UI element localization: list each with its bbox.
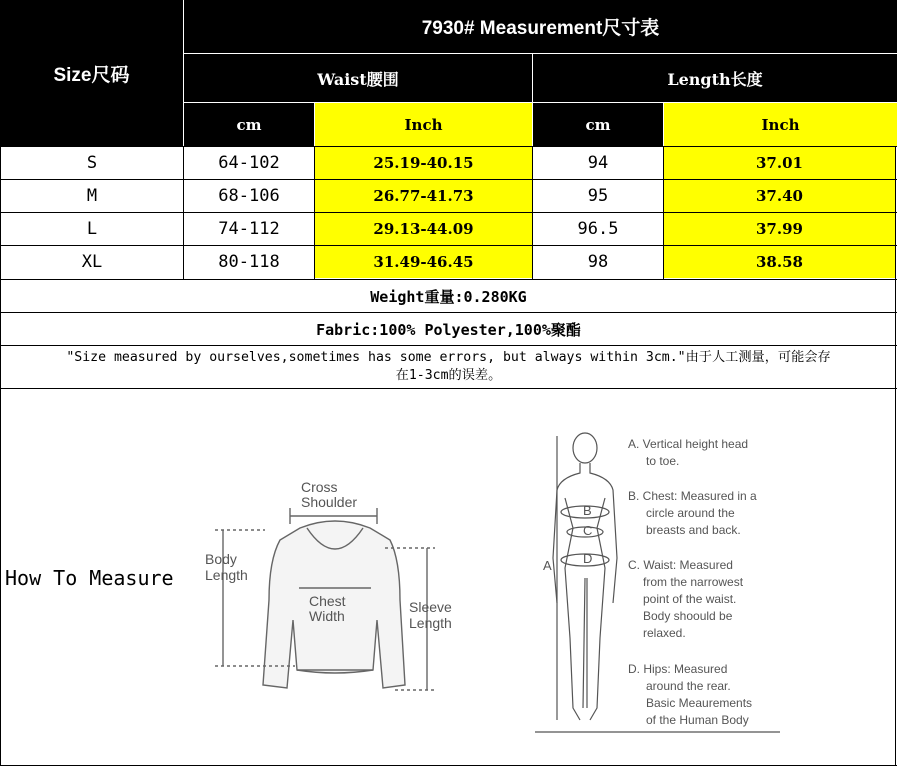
letter-c: C (583, 523, 593, 538)
body-length-label: Length (205, 567, 248, 583)
b-line-2: circle around the (646, 506, 735, 520)
b-line-3: breasts and back. (646, 523, 741, 537)
size-cell: M (86, 186, 98, 206)
c-line-3: point of the waist. (643, 592, 737, 606)
waist-inch-cell: 31.49-46.45 (315, 246, 532, 278)
a-line-2: to toe. (646, 454, 680, 468)
length-inch-cell: 37.40 (664, 180, 895, 212)
waist-cm-cell: 80-118 (218, 252, 280, 272)
length-cm-cell: 96.5 (577, 219, 619, 239)
size-cell: L (86, 219, 98, 239)
waist-cm-cell: 64-102 (218, 153, 280, 173)
waist-inch-cell: 25.19-40.15 (315, 147, 532, 179)
length-inch-cell: 37.99 (664, 213, 895, 245)
waist-header: Waist腰围 (184, 54, 532, 102)
cross-label: Cross (301, 479, 338, 495)
c-line-1: C. Waist: Measured (628, 558, 733, 572)
sweater-measure-figure (195, 470, 475, 700)
waist-inch-cell: 29.13-44.09 (315, 213, 532, 245)
waist-inch-header: Inch (315, 103, 532, 146)
waist-cm-cell: 74-112 (218, 219, 280, 239)
d-line-4: of the Human Body (646, 713, 749, 727)
table-title-text: 7930# Measurement尺寸表 (421, 18, 660, 39)
length-cm-header: cm (533, 103, 663, 146)
size-cell: XL (81, 252, 103, 272)
letter-a: A (543, 558, 552, 573)
table-title (184, 0, 897, 53)
letter-d: D (583, 551, 593, 566)
d-line-3: Basic Meaurements (646, 696, 753, 710)
sleeve-length-label: Length (409, 615, 452, 631)
length-cm-cell: 98 (587, 252, 609, 272)
d-line-2: around the rear. (646, 679, 731, 693)
weight-row: Weight重量:0.280KG (370, 287, 527, 306)
c-line-5: relaxed. (643, 626, 686, 640)
length-cm-cell: 94 (587, 153, 609, 173)
letter-b: B (583, 503, 592, 518)
length-inch-cell: 38.58 (664, 246, 895, 278)
note-line-1: "Size measured by ourselves,sometimes has some errors, but always within 3cm."由于人工测量，可能会存 (66, 350, 831, 365)
length-header: Length长度 (533, 54, 897, 102)
width-label: Width (309, 608, 345, 624)
length-inch-cell: 37.01 (664, 147, 895, 179)
length-cm-cell: 95 (587, 186, 609, 206)
length-inch-header: Inch (664, 103, 897, 146)
chest-label: Chest (309, 593, 346, 609)
note-row (0, 346, 897, 388)
body-label: Body (205, 551, 237, 567)
waist-cm-header: cm (184, 103, 314, 146)
waist-cm-cell: 68-106 (218, 186, 280, 206)
c-line-4: Body shoould be (643, 609, 733, 623)
waist-inch-cell: 26.77-41.73 (315, 180, 532, 212)
note-line-2: 在1-3cm的误差。 (395, 368, 502, 383)
sleeve-label: Sleeve (409, 599, 452, 615)
size-cell: S (86, 153, 98, 173)
b-line-1: B. Chest: Measured in a (628, 489, 757, 503)
body-measure-figure (535, 428, 785, 734)
c-line-2: from the narrowest (643, 575, 744, 589)
size-header: Size尺码 (0, 0, 183, 146)
fabric-row: Fabric:100% Polyester,100%聚酯 (316, 320, 581, 339)
how-to-measure-label: How To Measure (5, 566, 174, 590)
d-line-1: D. Hips: Measured (628, 662, 728, 676)
a-line-1: A. Vertical height head (628, 437, 749, 451)
shoulder-label: Shoulder (301, 494, 358, 510)
